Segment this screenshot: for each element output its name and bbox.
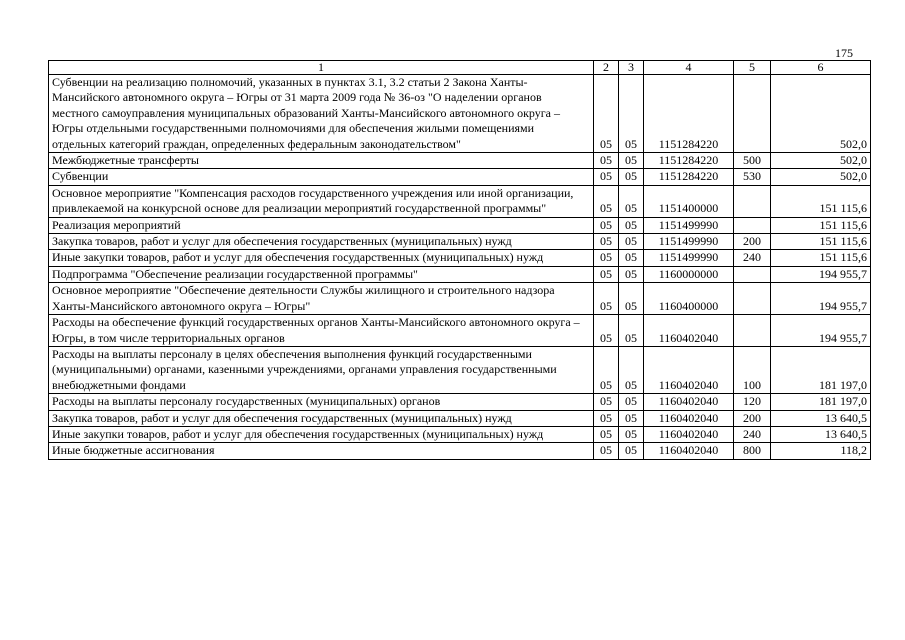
section-code: 05 bbox=[594, 346, 619, 393]
target-article-code: 1160402040 bbox=[644, 346, 734, 393]
table-row bbox=[49, 185, 871, 217]
amount: 151 115,6 bbox=[771, 217, 871, 233]
target-article-code: 1151499990 bbox=[644, 217, 734, 233]
amount: 502,0 bbox=[771, 153, 871, 169]
column-number: 6 bbox=[771, 61, 871, 75]
table-row bbox=[49, 250, 871, 266]
table-row bbox=[49, 169, 871, 185]
subsection-code: 05 bbox=[619, 266, 644, 282]
amount: 151 115,6 bbox=[771, 250, 871, 266]
row-name: Реализация мероприятий bbox=[49, 217, 594, 233]
column-number: 2 bbox=[594, 61, 619, 75]
row-name: Субвенции bbox=[49, 169, 594, 185]
row-name: Расходы на обеспечение функций государственных органов Ханты-Мансийского автономного округа – Югры, в том числе территориальных органов bbox=[49, 315, 594, 347]
amount: 118,2 bbox=[771, 443, 871, 459]
subsection-code: 05 bbox=[619, 169, 644, 185]
section-code: 05 bbox=[594, 443, 619, 459]
amount: 151 115,6 bbox=[771, 185, 871, 217]
amount: 13 640,5 bbox=[771, 410, 871, 426]
subsection-code: 05 bbox=[619, 234, 644, 250]
subsection-code: 05 bbox=[619, 250, 644, 266]
amount: 194 955,7 bbox=[771, 315, 871, 347]
target-article-code: 1160402040 bbox=[644, 410, 734, 426]
expense-type-code: 500 bbox=[734, 153, 771, 169]
target-article-code: 1160402040 bbox=[644, 315, 734, 347]
column-number: 3 bbox=[619, 61, 644, 75]
target-article-code: 1151284220 bbox=[644, 153, 734, 169]
expense-type-code bbox=[734, 185, 771, 217]
amount: 502,0 bbox=[771, 169, 871, 185]
target-article-code: 1160402040 bbox=[644, 426, 734, 442]
amount: 502,0 bbox=[771, 75, 871, 153]
expense-type-code bbox=[734, 75, 771, 153]
target-article-code: 1160402040 bbox=[644, 443, 734, 459]
section-code: 05 bbox=[594, 410, 619, 426]
target-article-code: 1160000000 bbox=[644, 266, 734, 282]
section-code: 05 bbox=[594, 426, 619, 442]
expense-type-code bbox=[734, 266, 771, 282]
table-row bbox=[49, 266, 871, 282]
section-code: 05 bbox=[594, 394, 619, 410]
table-row bbox=[49, 153, 871, 169]
table-row bbox=[49, 234, 871, 250]
row-name: Подпрограмма "Обеспечение реализации государственной программы" bbox=[49, 266, 594, 282]
expense-type-code: 120 bbox=[734, 394, 771, 410]
row-name: Закупка товаров, работ и услуг для обеспечения государственных (муниципальных) нужд bbox=[49, 234, 594, 250]
column-number-row bbox=[49, 61, 871, 75]
section-code: 05 bbox=[594, 266, 619, 282]
section-code: 05 bbox=[594, 234, 619, 250]
section-code: 05 bbox=[594, 153, 619, 169]
subsection-code: 05 bbox=[619, 217, 644, 233]
row-name: Основное мероприятие "Обеспечение деятельности Службы жилищного и строительного надзора Ханты-Мансийского автономного округа – Югры" bbox=[49, 283, 594, 315]
section-code: 05 bbox=[594, 75, 619, 153]
section-code: 05 bbox=[594, 217, 619, 233]
target-article-code: 1151499990 bbox=[644, 250, 734, 266]
amount: 151 115,6 bbox=[771, 234, 871, 250]
table-row bbox=[49, 217, 871, 233]
budget-table bbox=[48, 60, 871, 460]
expense-type-code bbox=[734, 315, 771, 347]
table-row bbox=[49, 426, 871, 442]
row-name: Расходы на выплаты персоналу государственных (муниципальных) органов bbox=[49, 394, 594, 410]
subsection-code: 05 bbox=[619, 283, 644, 315]
amount: 181 197,0 bbox=[771, 394, 871, 410]
section-code: 05 bbox=[594, 185, 619, 217]
target-article-code: 1160402040 bbox=[644, 394, 734, 410]
expense-type-code: 240 bbox=[734, 250, 771, 266]
table-row bbox=[49, 283, 871, 315]
page-number: 175 bbox=[835, 46, 853, 60]
expense-type-code: 200 bbox=[734, 410, 771, 426]
target-article-code: 1160400000 bbox=[644, 283, 734, 315]
subsection-code: 05 bbox=[619, 315, 644, 347]
subsection-code: 05 bbox=[619, 426, 644, 442]
row-name: Субвенции на реализацию полномочий, указанных в пунктах 3.1, 3.2 статьи 2 Закона Ханты-Мансийского автономного округа – Югры от 31 марта 2009 года № 36-оз "О наделении органов местного самоуправления муниципальных образований Ханты-Мансийского автономного округа – Югры отдельными государственными полномочиями для обеспечения жилыми помещениями отдельных категорий граждан, определенных федеральным законодательством" bbox=[49, 75, 594, 153]
column-number: 5 bbox=[734, 61, 771, 75]
table-row bbox=[49, 394, 871, 410]
subsection-code: 05 bbox=[619, 185, 644, 217]
section-code: 05 bbox=[594, 250, 619, 266]
expense-type-code: 200 bbox=[734, 234, 771, 250]
row-name: Межбюджетные трансферты bbox=[49, 153, 594, 169]
target-article-code: 1151284220 bbox=[644, 75, 734, 153]
table-row bbox=[49, 443, 871, 459]
row-name: Расходы на выплаты персоналу в целях обеспечения выполнения функций государственными (муниципальными) органами, казенными учреждениями, органами управления государственными внебюджетными фондами bbox=[49, 346, 594, 393]
table-row bbox=[49, 346, 871, 393]
subsection-code: 05 bbox=[619, 153, 644, 169]
subsection-code: 05 bbox=[619, 443, 644, 459]
section-code: 05 bbox=[594, 169, 619, 185]
table-row bbox=[49, 410, 871, 426]
amount: 13 640,5 bbox=[771, 426, 871, 442]
expense-type-code bbox=[734, 217, 771, 233]
expense-type-code: 530 bbox=[734, 169, 771, 185]
target-article-code: 1151284220 bbox=[644, 169, 734, 185]
amount: 194 955,7 bbox=[771, 266, 871, 282]
expense-type-code: 800 bbox=[734, 443, 771, 459]
row-name: Основное мероприятие "Компенсация расходов государственного учреждения или иной организации, привлекаемой на конкурсной основе для реализации мероприятий государственной программы" bbox=[49, 185, 594, 217]
expense-type-code: 100 bbox=[734, 346, 771, 393]
subsection-code: 05 bbox=[619, 75, 644, 153]
row-name: Иные бюджетные ассигнования bbox=[49, 443, 594, 459]
expense-type-code bbox=[734, 283, 771, 315]
row-name: Иные закупки товаров, работ и услуг для обеспечения государственных (муниципальных) нужд bbox=[49, 426, 594, 442]
section-code: 05 bbox=[594, 315, 619, 347]
row-name: Иные закупки товаров, работ и услуг для обеспечения государственных (муниципальных) нужд bbox=[49, 250, 594, 266]
target-article-code: 1151400000 bbox=[644, 185, 734, 217]
column-number: 4 bbox=[644, 61, 734, 75]
subsection-code: 05 bbox=[619, 346, 644, 393]
column-number: 1 bbox=[49, 61, 594, 75]
subsection-code: 05 bbox=[619, 410, 644, 426]
expense-type-code: 240 bbox=[734, 426, 771, 442]
amount: 194 955,7 bbox=[771, 283, 871, 315]
target-article-code: 1151499990 bbox=[644, 234, 734, 250]
section-code: 05 bbox=[594, 283, 619, 315]
row-name: Закупка товаров, работ и услуг для обеспечения государственных (муниципальных) нужд bbox=[49, 410, 594, 426]
table-row bbox=[49, 315, 871, 347]
table-row bbox=[49, 75, 871, 153]
amount: 181 197,0 bbox=[771, 346, 871, 393]
subsection-code: 05 bbox=[619, 394, 644, 410]
